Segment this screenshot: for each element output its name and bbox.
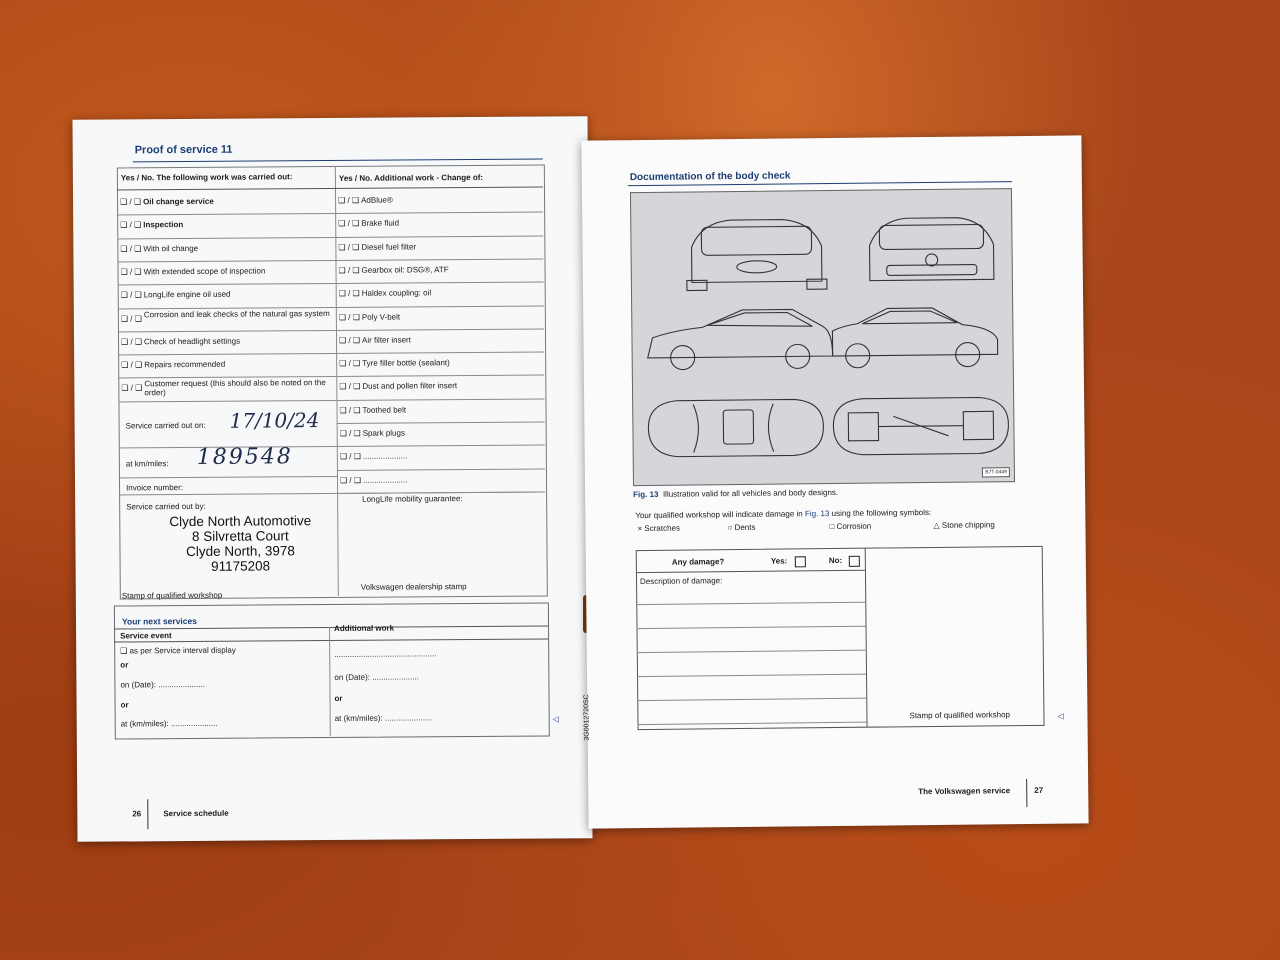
footer-title: The Volkswagen service: [918, 786, 1011, 797]
side-view-left: [647, 309, 832, 358]
checkbox-pair: ❑ / ❑: [121, 383, 143, 393]
guarantee-label: LongLife mobility guarantee:: [362, 494, 463, 504]
side-view-right: [832, 307, 997, 356]
stamp-line-3: Clyde North, 3978: [186, 543, 295, 560]
additional-dots: ..............................................: [334, 649, 437, 659]
checkbox-pair: ❑ / ❑: [120, 267, 142, 277]
dealer-stamp-label: Volkswagen dealership stamp: [360, 582, 467, 592]
work-item: With extended scope of inspection: [143, 266, 266, 277]
col1-header: Yes / No. The following work was carried out:: [120, 172, 293, 183]
scratch-symbol-icon: ×: [637, 524, 643, 534]
km-value: 189548: [196, 444, 293, 470]
checkbox-pair: ❑ / ❑: [338, 242, 360, 252]
work-item: Repairs recommended: [144, 359, 226, 370]
stamp-line-4: 91175208: [211, 558, 271, 574]
additional-item: Poly V-belt: [361, 312, 401, 322]
invoice-label: Invoice number:: [126, 483, 184, 493]
work-item: Customer request (this should also be noted on the order): [144, 378, 326, 398]
symbol-label: Dents: [734, 522, 756, 533]
additional-item: Spark plugs: [362, 428, 405, 438]
additional-item: Toothed belt: [362, 405, 407, 415]
at-km-field-2: at (km/miles): .....................: [334, 713, 432, 723]
additional-item: Diesel fuel filter: [361, 242, 417, 252]
symbol-dents: [727, 523, 755, 532]
top-view: [648, 399, 824, 457]
instructions-text: Your qualified workshop will indicate damage in: [635, 509, 805, 521]
checkbox-pair: ❑ / ❑: [338, 265, 360, 275]
additional-item: Dust and pollen filter insert: [362, 381, 458, 392]
work-item: LongLife engine oil used: [143, 289, 231, 300]
checkbox-pair: ❑ / ❑: [338, 288, 360, 299]
corrosion-symbol-icon: □: [829, 522, 835, 532]
continue-arrow-icon: ◁: [552, 714, 559, 724]
additional-item: ....................: [362, 451, 408, 462]
document-code: 3G0012720SC: [583, 694, 591, 741]
figure-caption-text: Illustration valid for all vehicles and body designs.: [662, 487, 839, 499]
instructions-text-end: using the following symbols:: [829, 507, 932, 519]
work-item: Oil change service: [143, 196, 214, 207]
car-figure: [630, 188, 1015, 486]
checkbox-pair: ❑ / ❑: [120, 197, 142, 207]
footer-divider: [147, 799, 148, 829]
service-by-label: Service carried out by:: [126, 501, 206, 512]
checkbox-pair: ❑ / ❑: [120, 220, 142, 230]
description-lines: [581, 135, 1081, 140]
workshop-stamp-label: Stamp of qualified workshop: [909, 710, 1010, 721]
additional-item: Brake fluid: [361, 218, 400, 229]
yes-checkbox[interactable]: [795, 556, 806, 567]
service-date-value: 17/10/24: [229, 408, 320, 433]
checkbox-pair: ❑ / ❑: [339, 358, 361, 369]
checkbox-pair: ❑ / ❑: [338, 312, 360, 322]
checkbox-pair: ❑ / ❑: [120, 290, 142, 300]
additional-item: ....................: [362, 475, 408, 485]
any-damage-label: Any damage?: [671, 557, 725, 567]
no-label: No:: [828, 555, 843, 566]
page-title: Proof of service 11: [134, 143, 233, 157]
checkbox-pair: ❑ / ❑: [339, 428, 361, 438]
continue-arrow-icon: ◁: [1057, 711, 1064, 721]
additional-item: Gearbox oil: DSG®, ATF: [361, 265, 449, 275]
interval-option: ❑ as per Service interval display: [120, 645, 236, 656]
checkbox-pair: ❑ / ❑: [338, 195, 360, 205]
checkbox-pair: ❑ / ❑: [121, 360, 143, 370]
checkbox-pair: ❑ / ❑: [339, 475, 362, 485]
additional-item: AdBlue®: [361, 195, 393, 205]
symbol-label: Corrosion: [836, 521, 872, 531]
page-title: Documentation of the body check: [629, 170, 791, 184]
next-services-title: Your next services: [121, 615, 197, 627]
stamp-line-2: 8 Silvretta Court: [191, 528, 289, 544]
additional-item: Tyre filler bottle (sealant): [362, 358, 450, 368]
figure-reference: Fig. 13: [804, 509, 830, 519]
symbol-scratches: [637, 524, 680, 533]
work-item: Corrosion and leak checks of the natural gas system: [143, 308, 330, 319]
page-number: 27: [1034, 785, 1044, 795]
additional-item: Haldex coupling: oil: [361, 288, 432, 298]
service-event-header: Service event: [120, 631, 172, 641]
right-page: [581, 135, 1088, 828]
col2-header: Yes / No. Additional work - Change of:: [338, 172, 484, 183]
symbol-label: Scratches: [644, 523, 681, 533]
figure-label: Fig. 13: [633, 489, 659, 500]
work-item: Inspection: [143, 220, 184, 230]
symbol-stone-chipping: [933, 520, 994, 530]
checkbox-pair: ❑ / ❑: [120, 243, 142, 254]
checkbox-pair: ❑ / ❑: [339, 405, 361, 415]
additional-item: Air filter insert: [361, 335, 411, 345]
work-item: Check of headlight settings: [144, 336, 241, 347]
work-item: With oil change: [143, 243, 199, 253]
page-number: 26: [132, 809, 142, 819]
figure-caption: [633, 488, 838, 499]
service-date-label: Service carried out on:: [125, 420, 206, 431]
checkbox-pair: ❑ / ❑: [121, 337, 143, 347]
at-km-field: at (km/miles): .....................: [120, 718, 218, 729]
checkbox-pair: ❑ / ❑: [339, 452, 361, 462]
on-date-field: on (Date): .....................: [120, 679, 205, 690]
on-date-field-2: on (Date): .....................: [334, 672, 419, 682]
checkbox-pair: ❑ / ❑: [338, 219, 360, 229]
or-text: or: [120, 660, 129, 670]
damage-instructions: [635, 508, 931, 520]
damage-table: [636, 546, 1045, 730]
left-page: [72, 116, 592, 842]
symbol-label: Stone chipping: [941, 520, 995, 530]
symbol-corrosion: [829, 522, 871, 531]
stamp-label: Stamp of qualified workshop: [121, 590, 223, 601]
or-text: or: [334, 693, 343, 703]
checkbox-pair: ❑ / ❑: [120, 313, 142, 323]
dent-symbol-icon: ○: [727, 523, 733, 533]
workshop-stamp: [130, 513, 350, 575]
stamp-line-1: Clyde North Automotive: [169, 513, 312, 530]
or-text: or: [120, 700, 129, 710]
footer-divider: [1026, 779, 1027, 807]
additional-work-header: Additional work: [334, 623, 395, 633]
checkbox-pair: ❑ / ❑: [339, 335, 361, 345]
title-rule: [133, 159, 543, 163]
checkbox-pair: ❑ / ❑: [339, 382, 361, 392]
no-checkbox[interactable]: [849, 556, 860, 567]
footer-title: Service schedule: [163, 808, 229, 819]
car-diagrams: [631, 189, 1014, 485]
stone-chip-symbol-icon: △: [933, 520, 940, 530]
figure-code: B7T-0449: [982, 467, 1010, 477]
description-label: Description of damage:: [639, 576, 723, 587]
km-label: at km/miles:: [125, 459, 169, 469]
yes-label: Yes:: [770, 556, 788, 566]
